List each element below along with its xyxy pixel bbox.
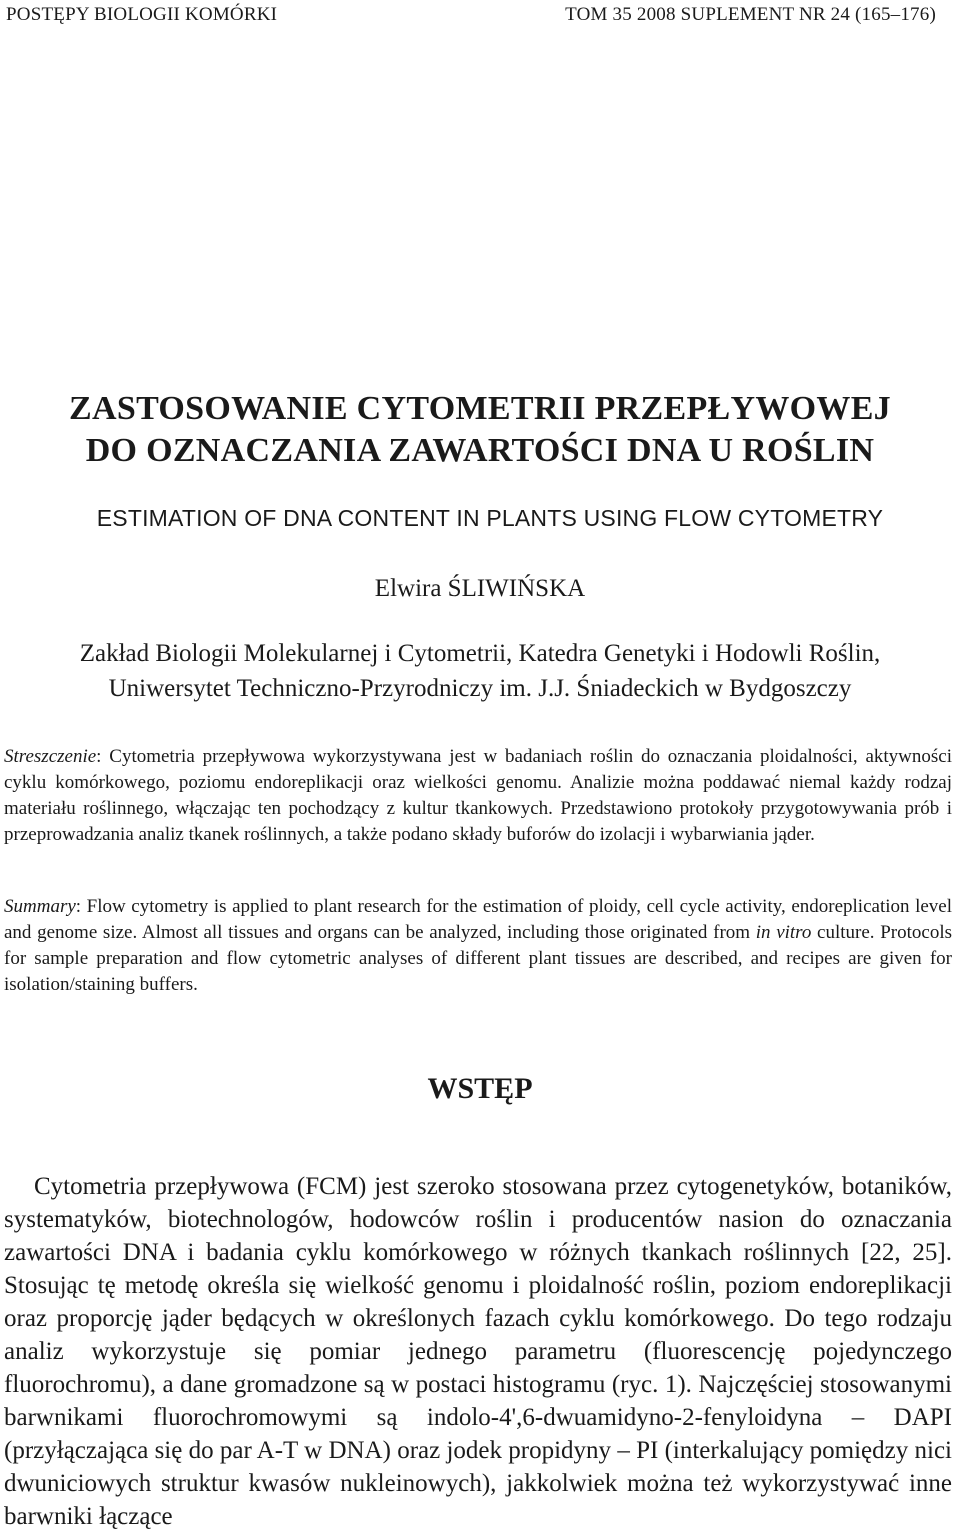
author-affiliation	[0, 636, 960, 706]
volume-info: TOM 35 2008 SUPLEMENT NR 24 (165–176)	[565, 4, 936, 25]
affiliation-line-1: Zakład Biologii Molekularnej i Cytometrii, Katedra Genetyki i Hodowli Roślin,	[79, 640, 881, 667]
article-title-english: ESTIMATION OF DNA CONTENT IN PLANTS USING FLOW CYTOMETRY	[96, 505, 884, 531]
abstract-polish	[4, 744, 952, 848]
abstract-english	[4, 894, 952, 998]
section-heading: WSTĘP	[427, 1072, 533, 1105]
affiliation-line-2: Uniwersytet Techniczno-Przyrodniczy im. J.J. Śniadeckich w Bydgoszczy	[108, 675, 852, 702]
summary-text-1: : Flow cytometry is applied to plant research for the estimation of ploidy, cell cycle activity, endoreplication level and genome size. Almost all tissues and organs can be analyzed, including those originated from	[4, 896, 952, 943]
journal-name: POSTĘPY BIOLOGII KOMÓRKI	[6, 4, 278, 25]
author-name: Elwira ŚLIWIŃSKA	[374, 575, 586, 602]
title-line-1: ZASTOSOWANIE CYTOMETRII PRZEPŁYWOWEJ	[69, 390, 891, 427]
in-vitro-term: in vitro	[755, 922, 812, 943]
streszczenie-label: Streszczenie	[4, 746, 97, 767]
streszczenie-text: : Cytometria przepływowa wykorzystywana jest w badaniach roślin do oznaczania ploidalności, aktywności cyklu komórkowego, poziomu endoreplikacji oraz wielkości genomu. Analizie można poddawać niemal każdy rodzaj materiału roślinnego, włączając ten pochodzący z kultur tkankowych. Przedstawiono protokoły przygotowywania prób i przeprowadzania analiz tkanek roślinnych, a także podano składy buforów do izolacji i wybarwiania jąder.	[4, 746, 952, 845]
article-title-polish	[0, 388, 960, 472]
summary-text-2: culture. Protocols for sample preparation and flow cytometric analyses of different plant tissues are described, and recipes are given for isolation/staining buffers.	[4, 922, 953, 995]
running-header	[0, 4, 960, 34]
summary-label: Summary	[4, 896, 76, 917]
body-paragraph: Cytometria przepływowa (FCM) jest szeroko stosowana przez cytogenetyków, botaników, systematyków, biotechnologów, hodowców roślin i producentów nasion do oznaczania zawartości DNA i badania cyklu komórkowego w różnych tkankach roślinnych [22, 25]. Stosując tę metodę określa się wielkość genomu i ploidalność roślin, poziom endoreplikacji oraz proporcję jąder będących w określonych fazach cyklu komórkowego. Do tego rodzaju analiz wykorzystuje się pomiar jednego parametru (fluorescencję pojedynczego fluorochromu), a dane gromadzone są w postaci histogramu (ryc. 1). Najczęściej stosowanymi barwnikami fluorochromowymi są indolo-4',6-dwuamidyno-2-fenyloidyna – DAPI (przyłączająca się do par A-T w DNA) oraz jodek propidyny – PI (interkalujący pomiędzy nici dwuniciowych struktur kwasów nukleinowych), jakkolwiek można też wykorzystywać inne barwniki łączące	[4, 1173, 952, 1530]
title-line-2: DO OZNACZANIA ZAWARTOŚCI DNA U ROŚLIN	[85, 432, 875, 469]
